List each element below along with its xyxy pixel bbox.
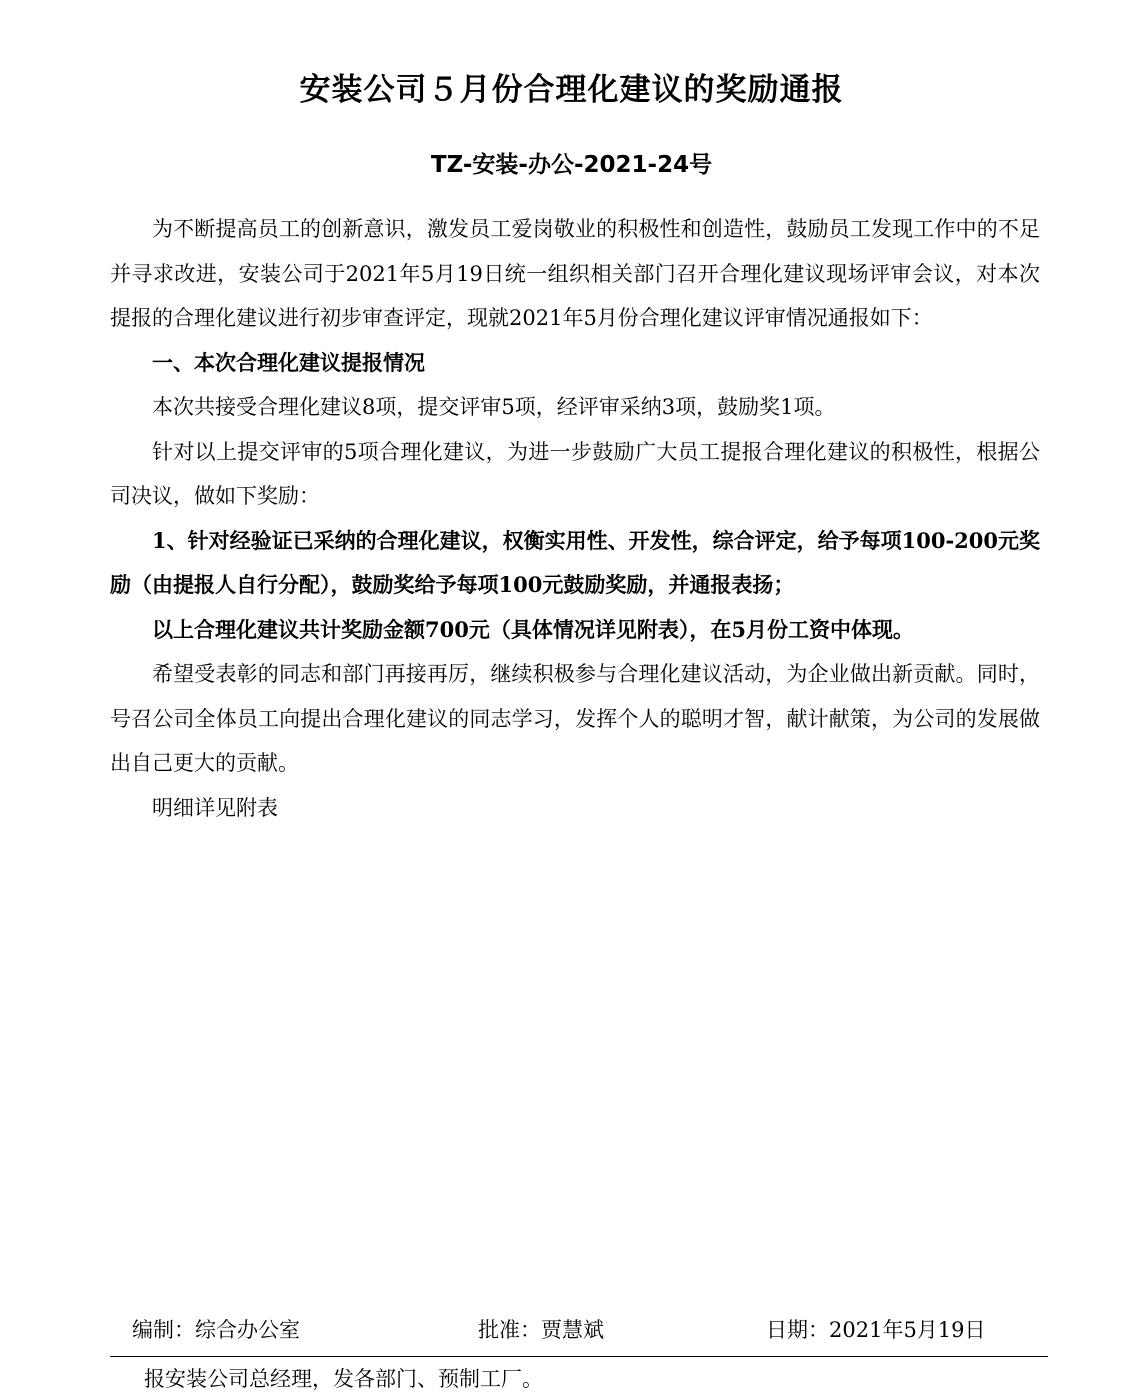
reward-total-paragraph: 以上合理化建议共计奖励金额700元（具体情况详见附表），在5月份工资中体现。 — [152, 616, 914, 642]
reward-intro-paragraph: 针对以上提交评审的5项合理化建议，为进一步鼓励广大员工提报合理化建议的积极性，根据公司决议，做如下奖励： — [110, 439, 1040, 508]
summary-paragraph: 本次共接受合理化建议8项，提交评审5项，经评审采纳3项，鼓励奖1项。 — [152, 395, 836, 419]
attachment-note: 明细详见附表 — [152, 795, 278, 820]
footer-editor: 编制：综合办公室 — [132, 1318, 300, 1342]
footer-date: 日期：2021年5月19日 — [766, 1318, 986, 1342]
distribution-line: 报安装公司总经理，发各部门、预制工厂。 — [144, 1367, 543, 1391]
document-body — [110, 207, 1040, 830]
closing-paragraph: 希望受表彰的同志和部门再接再厉，继续积极参与合理化建议活动，为企业做出新贡献。同时，号召公司全体员工向提出合理化建议的同志学习，发挥个人的聪明才智，献计献策，为公司的发展做出自己更大的贡献。 — [110, 662, 1040, 775]
footer-approver: 批准：贾慧斌 — [478, 1318, 604, 1342]
reward-item-paragraph: 1、针对经验证已采纳的合理化建议，权衡实用性、开发性，综合评定，给予每项100-200元奖励（由提报人自行分配），鼓励奖给予每项100元鼓励奖励，并通报表扬； — [110, 527, 1040, 597]
footer-divider — [110, 1356, 1048, 1357]
intro-paragraph: 为不断提高员工的创新意识，激发员工爱岗敬业的积极性和创造性，鼓励员工发现工作中的不足并寻求改进，安装公司于2021年5月19日统一组织相关部门召开合理化建议现场评审会议，对本次提报的合理化建议进行初步审查评定，现就2021年5月份合理化建议评审情况通报如下： — [110, 217, 1040, 330]
document-title: 安装公司５月份合理化建议的奖励通报 — [299, 72, 844, 108]
section-heading: 一、本次合理化建议提报情况 — [152, 350, 425, 375]
document-number: TZ-安装-办公-2021-24号 — [430, 152, 713, 178]
